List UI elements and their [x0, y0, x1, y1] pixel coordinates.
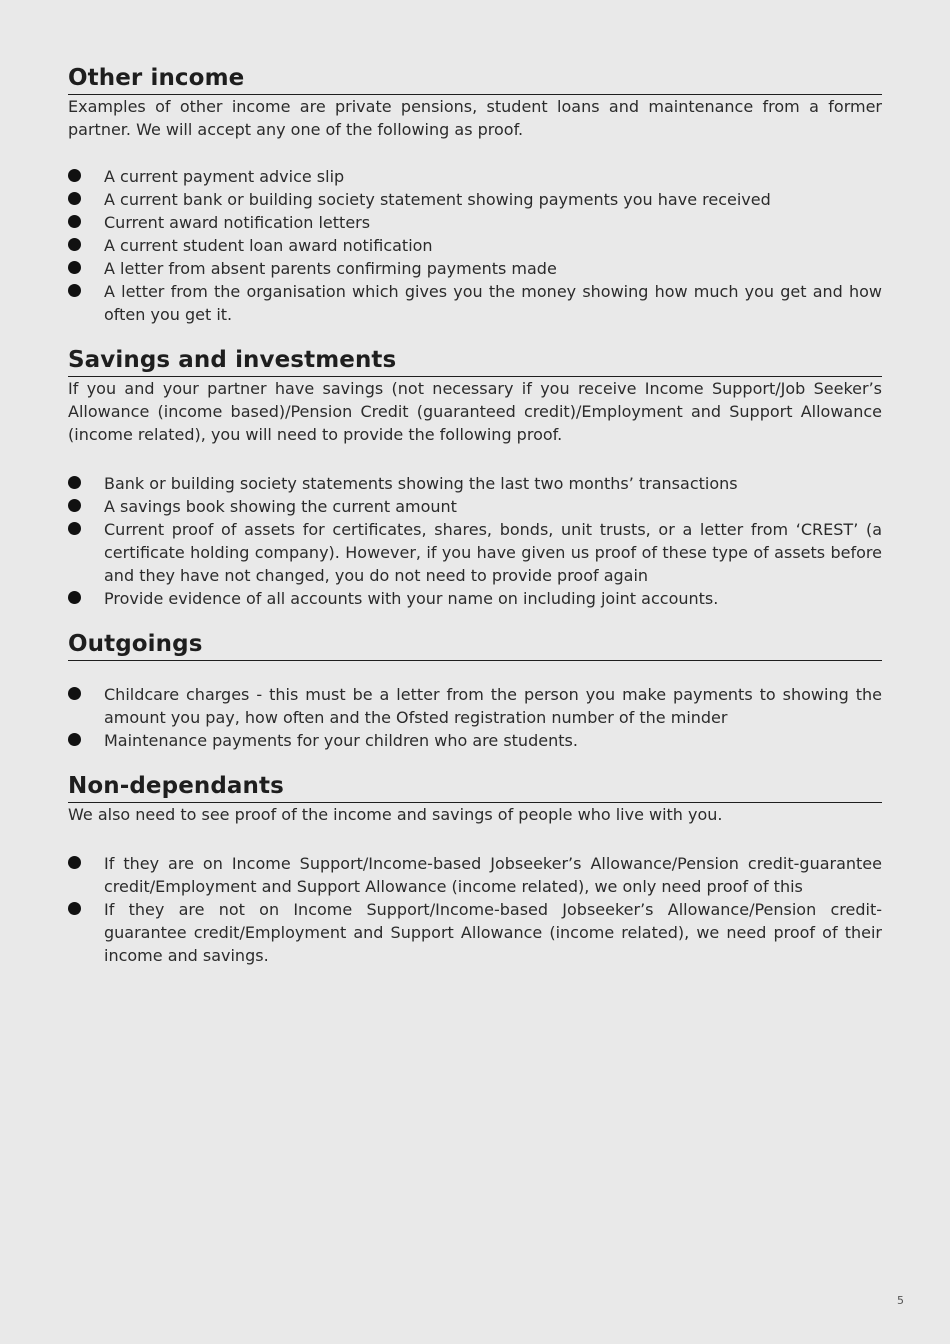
bullet-icon	[68, 261, 81, 274]
section-intro: We also need to see proof of the income and savings of people who live with you.	[68, 805, 723, 824]
bullet-icon	[68, 192, 81, 205]
list-item-text: A letter from absent parents confirming payments made	[104, 259, 557, 278]
section-non-dependants	[68, 770, 882, 967]
list-item-text: Childcare charges - this must be a letter from the person you make payments to showing the amount you pay, how often and the Ofsted registration number of the minder	[104, 685, 882, 727]
list-item-text: Bank or building society statements showing the last two months’ transactions	[104, 474, 738, 493]
list-item	[68, 165, 882, 188]
bullet-list	[68, 683, 882, 752]
list-item	[68, 898, 882, 967]
list-item-text: A current bank or building society statement showing payments you have received	[104, 190, 771, 209]
section-heading: Savings and investments	[68, 344, 882, 377]
list-item	[68, 683, 882, 729]
list-item	[68, 188, 882, 211]
list-item	[68, 495, 882, 518]
list-item-text: Maintenance payments for your children who are students.	[104, 731, 578, 750]
list-item-text: Provide evidence of all accounts with your name on including joint accounts.	[104, 589, 719, 608]
section-outgoings	[68, 628, 882, 752]
list-item	[68, 211, 882, 234]
list-item-text: If they are on Income Support/Income-based Jobseeker’s Allowance/Pension credit-guarantee credit/Employment and Support Allowance (income related), we only need proof of this	[104, 854, 882, 896]
list-item-text: A savings book showing the current amount	[104, 497, 457, 516]
page-number: 5	[897, 1294, 904, 1307]
section-intro: If you and your partner have savings (not necessary if you receive Income Support/Job Seeker’s Allowance (income based)/Pension Credit (guaranteed credit)/Employment and Support Allowance (income related), you will need to provide the following proof.	[68, 379, 882, 444]
bullet-icon	[68, 856, 81, 869]
list-item-text: A current payment advice slip	[104, 167, 345, 186]
bullet-icon	[68, 522, 81, 535]
list-item	[68, 518, 882, 587]
bullet-icon	[68, 169, 81, 182]
list-item-text: A letter from the organisation which gives you the money showing how much you get and how often you get it.	[104, 282, 882, 324]
list-item	[68, 257, 882, 280]
bullet-icon	[68, 902, 81, 915]
list-item	[68, 234, 882, 257]
list-item-text: Current award notification letters	[104, 213, 371, 232]
bullet-icon	[68, 215, 81, 228]
bullet-icon	[68, 284, 81, 297]
list-item	[68, 587, 882, 610]
section-savings-investments	[68, 344, 882, 610]
bullet-list	[68, 472, 882, 610]
section-heading: Outgoings	[68, 628, 882, 661]
bullet-list	[68, 165, 882, 326]
bullet-icon	[68, 687, 81, 700]
bullet-icon	[68, 733, 81, 746]
document-page	[68, 62, 882, 967]
list-item-text: Current proof of assets for certificates, shares, bonds, unit trusts, or a letter from ‘CREST’ (a certificate holding company). However, if you have given us proof of these type of assets before and they have not changed, you do not need to provide proof again	[104, 520, 882, 585]
list-item	[68, 472, 882, 495]
bullet-icon	[68, 238, 81, 251]
list-item	[68, 280, 882, 326]
bullet-list	[68, 852, 882, 967]
section-intro: Examples of other income are private pensions, student loans and maintenance from a former partner. We will accept any one of the following as proof.	[68, 97, 882, 139]
section-other-income	[68, 62, 882, 326]
bullet-icon	[68, 591, 81, 604]
bullet-icon	[68, 499, 81, 512]
list-item-text: If they are not on Income Support/Income-based Jobseeker’s Allowance/Pension credit-guarantee credit/Employment and Support Allowance (income related), we need proof of their income and savings.	[104, 900, 882, 965]
list-item	[68, 852, 882, 898]
list-item-text: A current student loan award notification	[104, 236, 433, 255]
bullet-icon	[68, 476, 81, 489]
list-item	[68, 729, 882, 752]
section-heading: Other income	[68, 62, 882, 95]
section-heading: Non-dependants	[68, 770, 882, 803]
